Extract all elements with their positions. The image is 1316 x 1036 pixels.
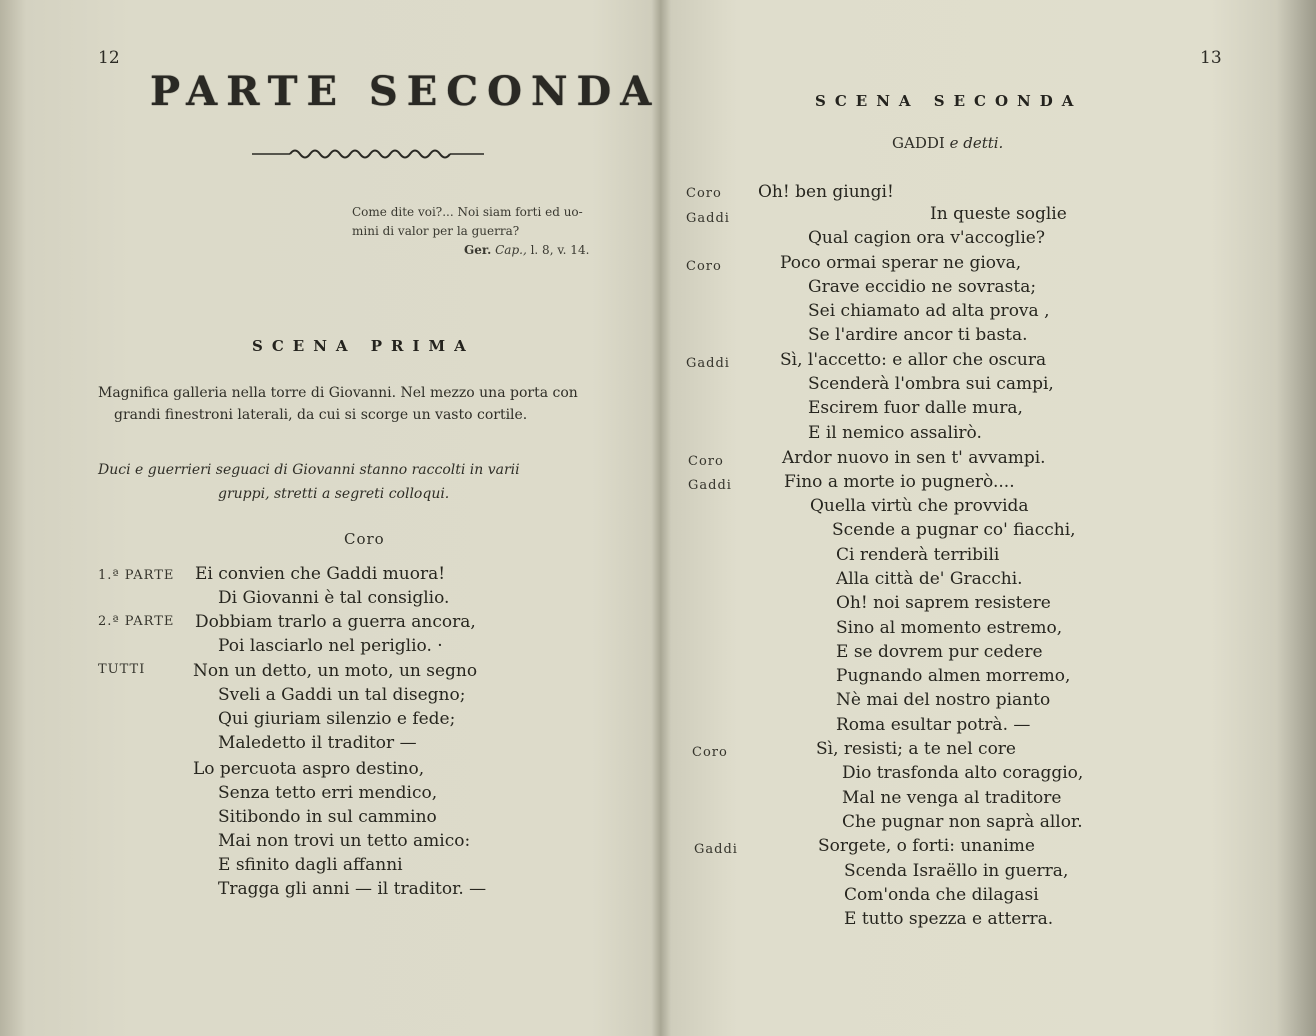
stage-direction-line: gruppi, stretti a segreti colloqui.: [218, 486, 450, 502]
verse-line: Poi lasciarlo nel periglio. ·: [218, 636, 443, 656]
right-verses: [660, 0, 1316, 1036]
right-page: [660, 0, 1316, 1036]
verse-line: Sei chiamato ad alta prova ,: [808, 301, 1050, 321]
speaker-label: Coro: [686, 259, 722, 274]
verse-line: E il nemico assalirò.: [808, 423, 982, 443]
citation-ref: l. 8, v. 14.: [530, 243, 590, 257]
speaker-label: Gaddi: [694, 842, 738, 857]
verse-line: Grave eccidio ne sovrasta;: [808, 277, 1037, 297]
characters-rest: e detti.: [949, 134, 1004, 152]
setting-line: Magnifica galleria nella torre di Giovanni. Nel mezzo una porta con: [98, 385, 578, 401]
verse-line: Poco ormai sperar ne giova,: [780, 253, 1022, 273]
verse-line: E se dovrem pur cedere: [836, 642, 1043, 662]
speaker-label: 1.ª PARTE: [98, 568, 175, 583]
speaker-label: 2.ª PARTE: [98, 614, 175, 629]
verse-line: Senza tetto erri mendico,: [218, 783, 438, 803]
verse-line: Pugnando almen morremo,: [836, 666, 1071, 686]
verse-line: Dobbiam trarlo a guerra ancora,: [195, 612, 476, 632]
verse-line: Alla città de' Gracchi.: [836, 569, 1023, 589]
speaker-label: Coro: [692, 745, 728, 760]
scene-title: SCENA PRIMA: [252, 337, 475, 355]
verse-line: Sì, l'accetto: e allor che oscura: [780, 350, 1047, 370]
verse-line: Mai non trovi un tetto amico:: [218, 831, 471, 851]
verse-line: Se l'ardire ancor ti basta.: [808, 325, 1028, 345]
verse-line: In queste soglie: [930, 204, 1067, 224]
verse-line: Sino al momento estremo,: [836, 618, 1063, 638]
epigraph-line: mini di valor per la guerra?: [352, 224, 520, 238]
citation-work: Cap.,: [495, 243, 527, 257]
verse-line: Scende a pugnar co' fiacchi,: [832, 520, 1076, 540]
speaker-label: Gaddi: [688, 478, 732, 493]
verse-line: Escirem fuor dalle mura,: [808, 398, 1023, 418]
verse-line: E sfinito dagli affanni: [218, 855, 403, 875]
scene-title: SCENA SECONDA: [815, 92, 1083, 110]
verse-line: Ci renderà terribili: [836, 545, 1000, 565]
verse-line: Ei convien che Gaddi muora!: [195, 564, 446, 584]
verse-line: Scenda Israëllo in guerra,: [844, 861, 1069, 881]
verse-line: Sì, resisti; a te nel core: [816, 739, 1016, 759]
verse-line: Nè mai del nostro pianto: [836, 690, 1051, 710]
setting-line: grandi finestroni laterali, da cui si scorge un vasto cortile.: [114, 407, 528, 423]
verse-line: Quella virtù che provvida: [810, 496, 1029, 516]
speaker-label: TUTTI: [98, 662, 146, 677]
verse-line: Oh! noi saprem resistere: [836, 593, 1051, 613]
verse-line: Qual cagion ora v'accoglie?: [808, 228, 1045, 248]
verse-line: Ardor nuovo in sen t' avvampi.: [782, 448, 1046, 468]
verse-line: Mal ne venga al traditore: [842, 788, 1062, 808]
verse-line: Sitibondo in sul cammino: [218, 807, 437, 827]
verse-line: Roma esultar potrà. —: [836, 715, 1031, 735]
verse-line: Lo percuota aspro destino,: [193, 759, 425, 779]
verse-line: Dio trasfonda alto coraggio,: [842, 763, 1084, 783]
verse-line: Maledetto il traditor —: [218, 733, 417, 753]
verse-line: Com'onda che dilagasi: [844, 885, 1039, 905]
verse-line: Oh! ben giungi!: [758, 182, 894, 202]
speaker-label: Coro: [686, 186, 722, 201]
verse-line: Non un detto, un moto, un segno: [193, 661, 478, 681]
part-title: PARTE SECONDA: [150, 68, 661, 115]
citation-author: Ger.: [464, 243, 492, 257]
verse-line: Scenderà l'ombra sui campi,: [808, 374, 1054, 394]
stage-direction-line: Duci e guerrieri seguaci di Giovanni stanno raccolti in varii: [98, 462, 520, 478]
verse-line: Sorgete, o forti: unanime: [818, 836, 1035, 856]
chorus-heading: Coro: [344, 530, 385, 548]
verse-line: Che pugnar non saprà allor.: [842, 812, 1083, 832]
verse-line: Di Giovanni è tal consiglio.: [218, 588, 450, 608]
verse-line: E tutto spezza e atterra.: [844, 909, 1054, 929]
speaker-label: Gaddi: [686, 211, 730, 226]
page-number: 13: [1200, 48, 1222, 68]
epigraph-line: Come dite voi?... Noi siam forti ed uo-: [352, 205, 583, 219]
speaker-label: Gaddi: [686, 356, 730, 371]
verse-line: Sveli a Gaddi un tal disegno;: [218, 685, 466, 705]
character-name: GADDI: [892, 134, 945, 152]
verse-line: Fino a morte io pugnerò....: [784, 472, 1015, 492]
page-number: 12: [98, 48, 120, 68]
speaker-label: Coro: [688, 454, 724, 469]
verse-line: Qui giuriam silenzio e fede;: [218, 709, 456, 729]
verse-line: Tragga gli anni — il traditor. —: [218, 879, 487, 899]
